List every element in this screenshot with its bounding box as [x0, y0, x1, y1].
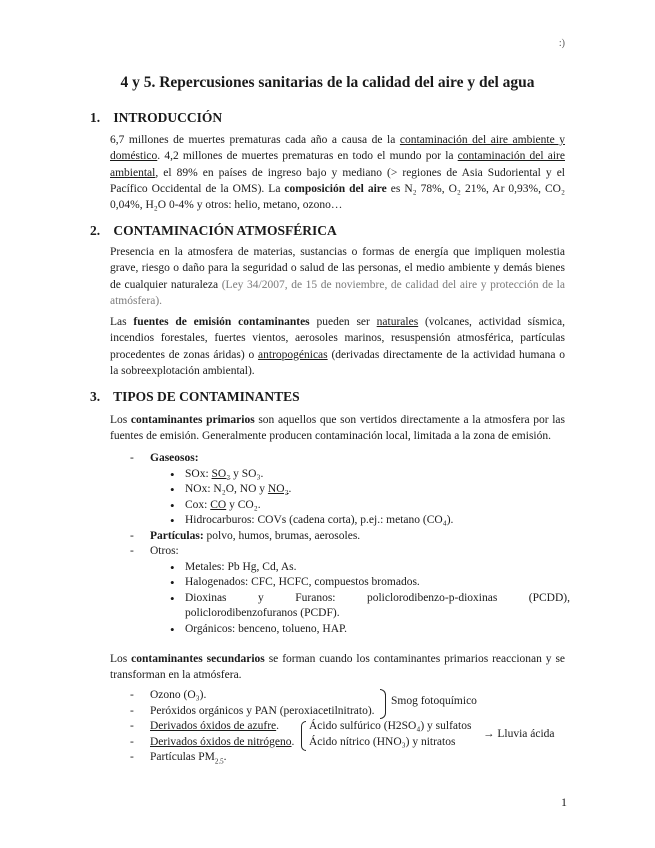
acid-brace	[301, 721, 306, 751]
list-item-gaseosos: - Gaseosos:	[130, 451, 570, 467]
section-number: 2.	[90, 223, 101, 238]
section-heading-tipos	[90, 389, 300, 405]
intro-paragraph: 6,7 millones de muertes prematuras cada año a causa de la contaminación del aire ambiente y doméstico. 4,2 millones de muertes prematuras en todo el mundo por la contaminación del aire ambiental, el 89% en países de ingreso bajo y mediano (> regiones de Asia Sudoriental y el Pacífico Occidental de la OMS). La composición del aire es N₂ 78%, O₂ 21%, Ar 0,93%, CO₂ 0,04%, H₂O 0-4% y otros: helio, metano, ozono…	[110, 134, 565, 212]
section-number: 3.	[90, 389, 101, 404]
section-number: 1.	[90, 110, 101, 125]
section-title: INTRODUCCIÓN	[113, 110, 223, 125]
list-item-dioxinas: • Dioxinas y Furanos: policlorodibenzo-p-dioxinas (PCDD), policlorodibenzofuranos (PCDF).	[170, 591, 570, 622]
page-title: 4 y 5. Repercusiones sanitarias de la calidad del aire y del agua	[120, 74, 535, 91]
section-heading-introduccion	[90, 110, 222, 126]
list-item-nox: • NOx: N₂O, NO y NO₂.	[170, 482, 570, 498]
primary-pollutants-list	[130, 451, 570, 637]
acid-rain-label: → Lluvia ácida	[483, 728, 555, 740]
list-item-cox: • Cox: CO y CO₂.	[170, 498, 570, 514]
list-item-azufre: - Derivados óxidos de azufre.	[130, 719, 400, 735]
primary-pollutants-paragraph: Los contaminantes primarios son aquellos que son vertidos directamente a la atmosfera por las fuentes de emisión. Generalmente producen contaminación local, limitada a la zona de emisión.	[110, 414, 566, 443]
list-item-pm: - Partículas $PM_{2.5}$.	[130, 750, 400, 770]
list-item-peroxidos: - Peróxidos orgánicos y PAN (peroxiacetilnitrato).	[130, 704, 400, 720]
nitric-acid-label: Ácido nítrico (HNO₃) y nitratos	[309, 736, 456, 748]
list-item-hidrocarburos: • Hidrocarburos: COVs (cadena corta), p.ej.: metano (CO₄).	[170, 513, 570, 529]
smog-label: Smog fotoquímico	[391, 695, 477, 707]
list-item-nitrogeno: - Derivados óxidos de nitrógeno.	[130, 735, 400, 751]
otros-sublist	[130, 560, 570, 638]
gaseosos-sublist	[130, 467, 570, 529]
section-heading-contaminacion	[90, 223, 337, 239]
page-number: 1	[561, 795, 567, 809]
list-item-organicos: • Orgánicos: benceno, tolueno, HAP.	[170, 622, 570, 638]
list-item-particulas: - Partículas: polvo, humos, brumas, aerosoles.	[130, 529, 570, 545]
sulfuric-acid-label: Ácido sulfúrico (H2SO₄) y sulfatos	[309, 720, 472, 732]
list-item-halogenados: • Halogenados: CFC, HCFC, compuestos bromados.	[170, 575, 570, 591]
smog-brace	[380, 689, 386, 719]
list-item-ozono: - Ozono (O₃).	[130, 688, 400, 704]
list-item-metales: • Metales: Pb Hg, Cd, As.	[170, 560, 570, 576]
section-title: CONTAMINACIÓN ATMOSFÉRICA	[113, 223, 337, 238]
corner-mark: :)	[558, 38, 565, 49]
secondary-pollutants-paragraph: Los contaminantes secundarios se forman cuando los contaminantes primarios reaccionan y se transforman en la atmósfera.	[110, 653, 566, 682]
sources-paragraph: Las fuentes de emisión contaminantes pueden ser naturales (volcanes, actividad sísmica, incendios forestales, fuertes vientos, aerosoles marinos, resuspensión atmosférica, partículas procedentes de zonas áridas) o antropogénicas (derivadas directamente de la actividad humana o la sobreexplotación ambiental).	[110, 316, 566, 377]
definition-paragraph: Presencia en la atmosfera de materias, sustancias o formas de energía que impliquen molestia grave, riesgo o daño para la seguridad o salud de las personas, el medio ambiente y demás bienes de cualquier naturaleza (Ley 34/2007, de 15 de noviembre, de calidad del aire y protección de la atmósfera).	[110, 246, 565, 307]
list-item-otros: - Otros:	[130, 544, 570, 560]
list-item-sox: • SOx: SO₂ y SO₃.	[170, 467, 570, 483]
section-title: TIPOS DE CONTAMINANTES	[113, 389, 300, 404]
